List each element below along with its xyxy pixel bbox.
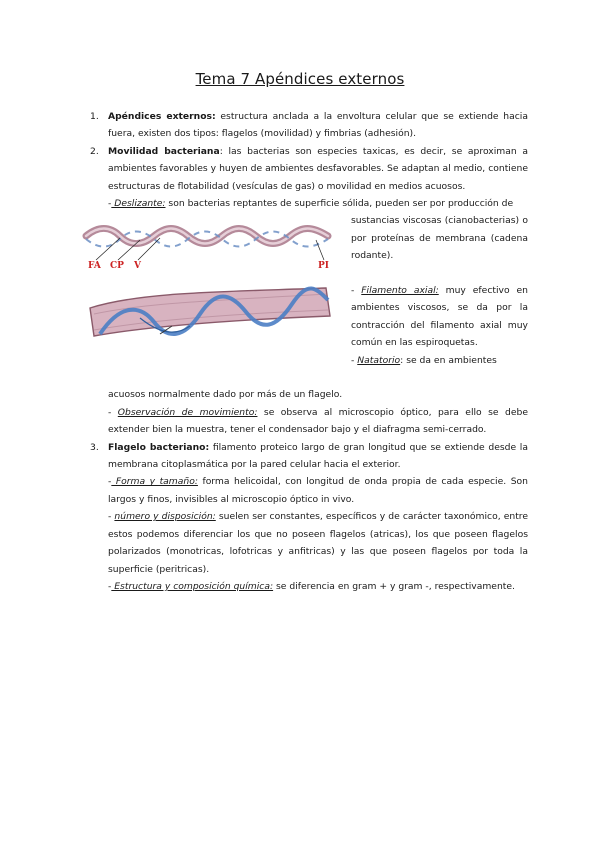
spirochete-cell-illustration <box>90 288 330 336</box>
flagellum-helix-illustration <box>86 229 328 247</box>
label-fa: FA <box>88 261 101 272</box>
sub-item-label: Filamento axial: <box>361 285 439 297</box>
sub-item-continuation: sustancias viscosas (cianobacterias) o por proteínas de membrana (cadena rodante). <box>351 215 528 262</box>
item-text: estructura anclada a la envoltura celular que se extiende hacia fuera, existen dos tipos: flagelos (movilidad) y fimbrias (adhesión). <box>108 111 528 140</box>
item-number: 2. <box>90 145 99 157</box>
item-paragraph <box>108 439 528 474</box>
item-paragraph <box>108 143 528 195</box>
list-item <box>88 143 529 439</box>
sub-item-text: se diferencia en gram + y gram -, respectivamente. <box>273 580 515 592</box>
sub-item-forma: - Forma y tamaño: forma helicoidal, con longitud de onda propia de cada especie. Son largos y finos, invisibles al microscopio óptico in vivo. <box>108 476 528 505</box>
item-heading: Movilidad bacteriana <box>108 145 220 157</box>
sub-item-label: Estructura y composición química: <box>111 580 274 592</box>
label-pi: PI <box>318 261 329 272</box>
sub-item-text: suelen ser constantes, específicos y de carácter taxonómico, entre estos podemos diferenciar los que no poseen flagelos (atricas), los que poseen flagelos polarizados (monotricas, lofotricas y anfitricas) y las que poseen flagelos por toda la superficie (peritricas). <box>108 511 529 575</box>
sub-item-text: forma helicoidal, con longitud de onda propia de cada especie. Son largos y finos, invisibles al microscopio óptico in vivo. <box>108 476 528 505</box>
wrapped-text-column <box>351 212 528 369</box>
figure-wrap-region <box>88 212 528 386</box>
sub-item-observacion: - Observación de movimiento: se observa al microscopio óptico, para ello se debe extender bien la muestra, tener el condensador bajo y el diafragma semi-cerrado. <box>108 406 529 436</box>
sub-item-text: muy efectivo en ambientes viscosos, se da por la contracción del filamento axial muy común en las espiroquetas. <box>351 285 528 349</box>
sub-item-deslizante: - Deslizante: son bacterias reptantes de superficie sólida, pueden ser por producción de <box>108 198 514 210</box>
sub-item-label: Natatorio <box>357 354 401 366</box>
item-paragraph <box>108 108 528 143</box>
sub-item-text: son bacterias reptantes de superficie sólida, pueden ser por producción de <box>165 198 514 210</box>
sub-item-label: Forma y tamaño: <box>111 476 198 488</box>
list-item <box>90 108 528 143</box>
item-heading: Flagelo bacteriano: <box>108 441 210 453</box>
label-cp: CP <box>110 261 124 272</box>
flagellum-diagram <box>80 222 342 362</box>
item-number: 1. <box>90 111 99 122</box>
document-body <box>88 108 529 595</box>
sub-item-text: se observa al microscopio óptico, para ello se debe extender bien la muestra, tener el condensador bajo y el diafragma semi-cerrado. <box>108 406 529 436</box>
item-heading: Apéndices externos: <box>108 111 216 122</box>
sub-item-label: número y disposición: <box>114 511 216 523</box>
page-title: Tema 7 Apéndices externos <box>195 70 405 88</box>
sub-item-filamento-axial: - Filamento axial: muy efectivo en ambientes viscosos, se da por la contracción del filamento axial muy común en las espiroquetas. <box>351 285 528 349</box>
sub-item-text: : se da en ambientes <box>400 354 497 366</box>
sub-item-label: Deslizante: <box>111 198 166 210</box>
label-v: V <box>134 261 141 272</box>
sub-item-numero: - número y disposición: suelen ser constantes, específicos y de carácter taxonómico, entre estos podemos diferenciar los que no poseen flagelos (atricas), los que poseen flagelos polarizados (monotricas, lofotricas y anfitricas) y las que poseen flagelos por toda la superficie (peritricas). <box>108 511 529 575</box>
sub-item-label: Observación de movimiento: <box>117 406 258 418</box>
item-text: : las bacterias son especies taxicas, es decir, se aproximan a ambientes favorables y huyen de ambientes desfavorables. Se adaptan al medio, contiene estructuras de flotabilidad (vesículas de gas) o movilidad en medios acuosos. <box>108 145 528 192</box>
item-number: 3. <box>90 441 99 453</box>
sub-item-natatorio: - Natatorio: se da en ambientes <box>351 354 497 366</box>
list-item <box>90 439 529 596</box>
item-text: filamento proteico largo de gran longitud que se extiende desde la membrana citoplasmática por la pared celular hacia el exterior. <box>108 441 528 471</box>
sub-item-continuation: acuosos normalmente dado por más de un flagelo. <box>108 389 343 401</box>
sub-item-estructura: - Estructura y composición química: se diferencia en gram + y gram -, respectivamente. <box>108 580 515 592</box>
